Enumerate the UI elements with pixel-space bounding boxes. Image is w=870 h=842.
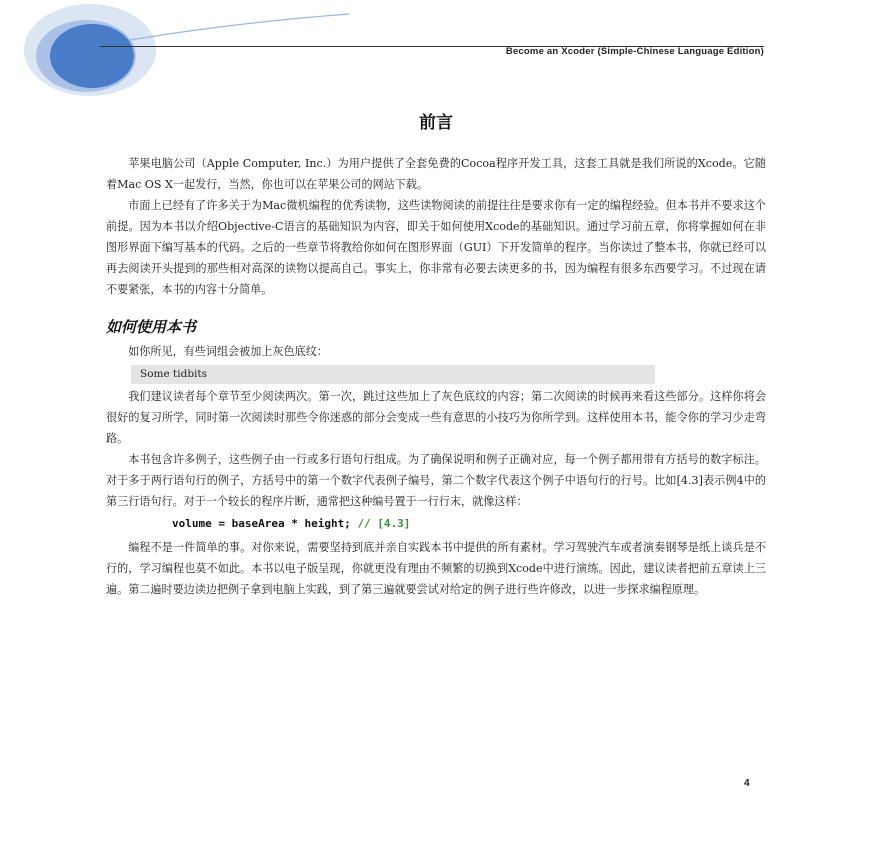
code-example	[172, 514, 766, 534]
intro-paragraph-1: 苹果电脑公司（Apple Computer, Inc.）为用户提供了全套免费的Cocoa程序开发工具，这套工具就是我们所说的Xcode。它随着Mac OS X一起发行，当然，你也可以在苹果公司的网站下载。	[106, 157, 766, 191]
intro-paragraph-2: 市面上已经有了许多关于为Mac微机编程的优秀读物，这些读物阅读的前提往往是要求你有一定的编程经验。但本书并不要求这个前提。因为本书以介绍Objective-C语言的基础知识为内容，即关于如何使用Xcode的基础知识。通过学习前五章，你将掌握如何在非图形界面下编写基本的代码。之后的一些章节将教给你如何在图形界面（GUI）下开发简单的程序。当你读过了整本书，你就已经可以再去阅读开头提到的那些相对高深的读物以提高自己。事实上，你非常有必要去读更多的书，因为编程有很多东西要学习。不过现在请不要紧张，本书的内容十分简单。	[106, 199, 766, 296]
page-number: 4	[744, 778, 750, 789]
running-header-title: Become an Xcoder (Simple-Chinese Language Edition)	[505, 46, 764, 57]
section-paragraph-1: 我们建议读者每个章节至少阅读两次。第一次，跳过这些加上了灰色底纹的内容；第二次阅读的时候再来看这些部分。这样你将会很好的复习所学，同时第一次阅读时那些令你迷惑的部分会变成一些有意思的小技巧为你所学到。这样使用本书，能令你的学习少走弯路。	[106, 390, 766, 445]
code-statement: volume = baseArea * height;	[172, 517, 358, 530]
gray-highlight-example: Some tidbits	[131, 365, 655, 384]
logo-inner-circle	[50, 24, 134, 88]
header-logo-graphic	[0, 0, 360, 100]
section-heading: 如何使用本书	[106, 318, 197, 336]
logo-swoosh-line	[130, 14, 350, 40]
section-paragraph-2: 本书包含许多例子，这些例子由一行或多行语句行组成。为了确保说明和例子正确对应，每一个例子都用带有方括号的数字标注。对于多于两行语句行的例子，方括号中的第一个数字代表例子编号，第二个数字代表这个例子中语句行的行号。比如[4.3]表示例4中的第三行语句行。对于一个较长的程序片断，通常把这种编号置于一行行末，就像这样：	[106, 453, 766, 508]
page-content	[106, 108, 766, 600]
closing-paragraph: 编程不是一件简单的事。对你来说，需要坚持到底并亲自实践本书中提供的所有素材。学习驾驶汽车或者演奏钢琴是纸上谈兵是不行的，学习编程也莫不如此。本书以电子版呈现，你就更没有理由不频繁的切换到Xcode中进行演练。因此，建议读者把前五章读上三遍。第二遍时要边读边把例子拿到电脑上实践，到了第三遍就要尝试对给定的例子进行些许修改，以进一步探求编程原理。	[106, 541, 766, 596]
page-title: 前言	[419, 113, 453, 133]
code-comment: // [4.3]	[357, 517, 411, 530]
section-intro: 如你所见，有些词组会被加上灰色底纹：	[128, 345, 328, 358]
